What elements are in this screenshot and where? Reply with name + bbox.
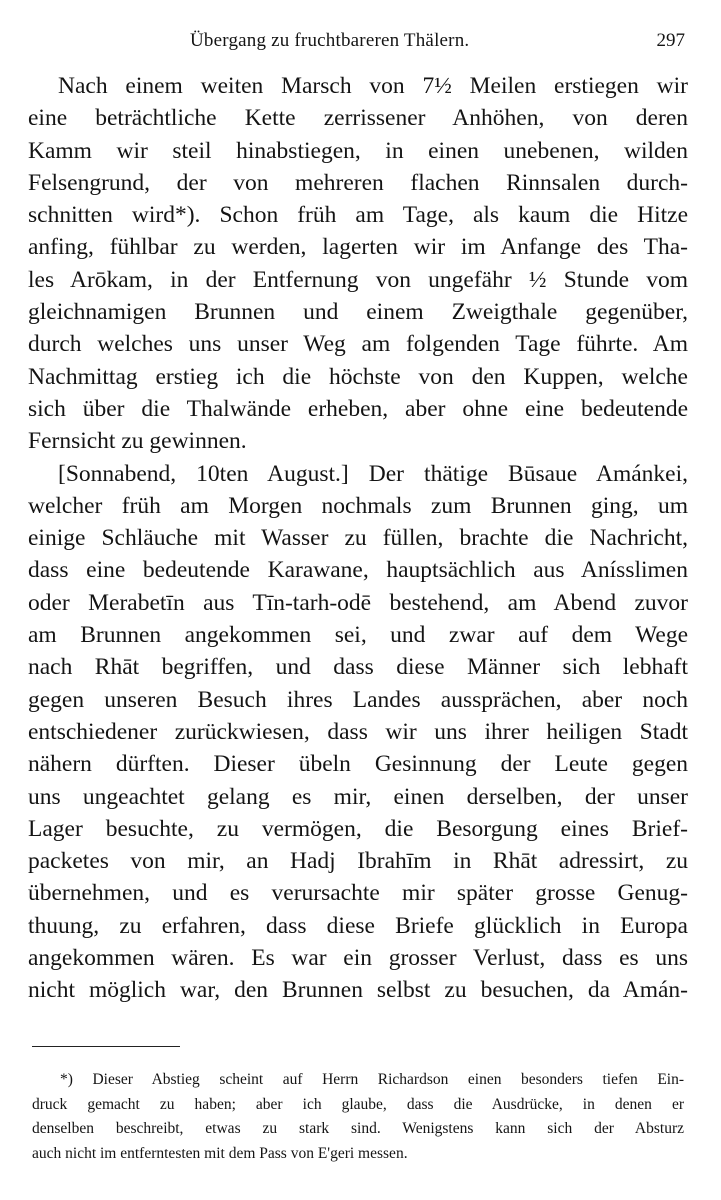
text-line: nach Rhāt begriffen, und dass diese Männer sich lebhaft <box>28 654 688 681</box>
text-line: schnitten wird*). Schon früh am Tage, als kaum die Hitze <box>28 202 688 229</box>
footnote-line: auch nicht im entferntesten mit dem Pass von E'geri messen. <box>32 1144 408 1162</box>
page-number: 297 <box>656 30 685 51</box>
text-line: gegen unseren Besuch ihres Landes aussprächen, aber noch <box>28 686 688 713</box>
text-line: übernehmen, und es verursachte mir später grosse Genug- <box>28 880 688 907</box>
text-line: thuung, zu erfahren, dass diese Briefe glücklich in Europa <box>28 912 688 939</box>
text-line: Nach einem weiten Marsch von 7½ Meilen erstiegen wir <box>58 73 688 99</box>
footnote-divider <box>32 1046 180 1047</box>
text-line: am Brunnen angekommen sei, und zwar auf dem Wege <box>28 622 688 649</box>
text-line: sich über die Thalwände erheben, aber ohne eine bedeutende <box>28 395 688 422</box>
footnote-line: denselben beschreibt, etwas zu stark sind. Wenigstens kann sich der Absturz <box>32 1120 684 1137</box>
text-line: welcher früh am Morgen nochmals zum Brunnen ging, um <box>28 492 688 519</box>
text-line: Fernsicht zu gewinnen. <box>28 428 247 455</box>
text-line: [Sonnabend, 10ten August.] Der thätige Būsaue Amánkei, <box>58 460 688 487</box>
text-line: oder Merabetīn aus Tīn-tarh-odē bestehend, am Abend zuvor <box>28 589 688 616</box>
text-line: durch welches uns unser Weg am folgenden Tage führte. Am <box>28 331 688 358</box>
text-line: eine beträchtliche Kette zerrissener Anhöhen, von deren <box>28 105 688 132</box>
text-line: les Arōkam, in der Entfernung von ungefähr ½ Stunde vom <box>28 266 688 293</box>
text-line: entschiedener zurückwiesen, dass wir uns ihrer heiligen Stadt <box>28 718 688 745</box>
text-line: uns ungeachtet gelang es mir, einen derselben, der unser <box>28 783 688 810</box>
text-line: angekommen wären. Es war ein grosser Verlust, dass es uns <box>28 945 688 972</box>
text-line: nicht möglich war, den Brunnen selbst zu besuchen, da Amán- <box>28 977 688 1004</box>
text-line: einige Schläuche mit Wasser zu füllen, brachte die Nachricht, <box>28 525 688 552</box>
text-line: gleichnamigen Brunnen und einem Zweigthale gegenüber, <box>28 299 688 326</box>
footnote <box>32 1068 684 1166</box>
footnote-line: druck gemacht zu haben; aber ich glaube, dass die Ausdrücke, in denen er <box>32 1095 684 1113</box>
text-line: Lager besuchte, zu vermögen, die Besorgung eines Brief- <box>28 815 688 842</box>
text-line: Kamm wir steil hinabstiegen, in einen unebenen, wilden <box>28 137 688 164</box>
text-line: Nachmittag erstieg ich die höchste von den Kuppen, welche <box>28 363 688 390</box>
running-head <box>0 30 721 56</box>
footnote-line: *) Dieser Abstieg scheint auf Herrn Richardson einen besonders tiefen Ein- <box>60 1071 684 1088</box>
text-line: dass eine bedeutende Karawane, hauptsächlich aus Anísslimen <box>28 557 688 584</box>
text-line: nähern dürften. Dieser übeln Gesinnung der Leute gegen <box>28 751 688 778</box>
body-text <box>28 70 688 1007</box>
text-line: packetes von mir, an Hadj Ibrahīm in Rhāt adressirt, zu <box>28 848 688 875</box>
text-line: anfing, fühlbar zu werden, lagerten wir im Anfange des Tha- <box>28 234 688 261</box>
text-line: Felsengrund, der von mehreren flachen Rinnsalen durch- <box>28 169 688 196</box>
running-title: Übergang zu fruchtbareren Thälern. <box>190 30 470 51</box>
